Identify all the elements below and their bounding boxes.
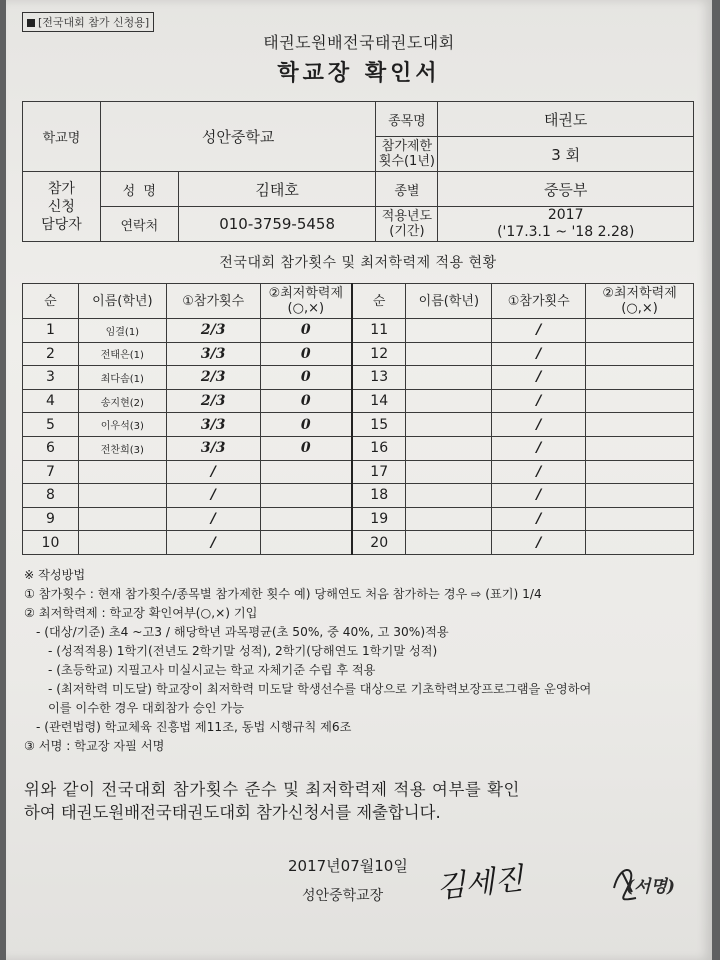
row-number: 7 [23,460,79,484]
row-number: 17 [352,460,406,484]
col-header-academic-2-line1: ②최저학력제 [602,286,677,301]
student-name: 이우석(3) [78,413,166,437]
division-label: 종별 [376,172,438,207]
col-header-academic [260,284,352,319]
info-table [22,101,694,242]
col-header-count: ①참가횟수 [166,284,260,319]
col-header-no-2: 순 [352,284,406,319]
row-number: 14 [352,389,406,413]
row-number: 6 [23,436,79,460]
academic-check: 0 [260,319,352,343]
student-name [406,389,492,413]
document-page [6,0,712,960]
participation-count: / [492,319,586,343]
academic-check: 0 [260,389,352,413]
school-value: 성안중학교 [100,102,376,172]
table-row [23,389,694,413]
academic-check [260,484,352,508]
participation-count: 2/3 [166,319,260,343]
col-header-academic-line2: (○,×) [287,301,325,316]
year-label [376,207,438,242]
student-name [78,531,166,555]
row-number: 8 [23,484,79,508]
table-row [23,366,694,390]
academic-check: 0 [260,366,352,390]
phone-value: 010-3759-5458 [178,207,376,242]
table-row [23,319,694,343]
row-number: 18 [352,484,406,508]
instruction-line: - (관련법령) 학교체육 진흥법 제11조, 동법 시행규칙 제6조 [36,720,352,734]
table-row [23,531,694,555]
student-name [78,484,166,508]
contact-label [23,172,101,242]
academic-check [586,460,694,484]
student-name [406,484,492,508]
student-name [406,366,492,390]
student-name [406,436,492,460]
student-name [78,507,166,531]
principal-title: 성안중학교장 [302,888,384,904]
row-number: 10 [23,531,79,555]
division-value: 중등부 [438,172,694,207]
table-row [23,342,694,366]
participation-count: / [492,366,586,390]
row-number: 3 [23,366,79,390]
row-number: 16 [352,436,406,460]
participation-count: 2/3 [166,389,260,413]
year-value [438,207,694,242]
participation-count: 2/3 [166,366,260,390]
event-label: 종목명 [376,102,438,137]
student-name [406,413,492,437]
square-bullet-icon [27,19,35,27]
table-row [23,436,694,460]
participation-count: / [166,507,260,531]
academic-check [260,531,352,555]
academic-check [586,436,694,460]
instruction-line: - (대상/기준) 초4 ~고3 / 해당학년 과목평균(초 50%, 중 40%, 고 30%)적용 [36,625,449,639]
row-number: 9 [23,507,79,531]
student-name [406,319,492,343]
row-number: 4 [23,389,79,413]
student-name: 최다솜(1) [78,366,166,390]
participation-count: / [492,484,586,508]
participation-count: / [166,531,260,555]
academic-check [260,507,352,531]
academic-check [586,413,694,437]
col-header-academic-line1: ②최저학력제 [268,286,344,301]
name-label: 성 명 [100,172,178,207]
row-number: 11 [352,319,406,343]
document-title: 학교장 확인서 [277,61,441,86]
table-row [23,460,694,484]
col-header-count-2: ①참가횟수 [492,284,586,319]
instruction-line: - (성적적용) 1학기(전년도 2학기말 성적), 2학기(당해연도 1학기말 성적) [48,644,438,658]
signature-date: 2017년07월10일 [288,857,408,875]
academic-check [586,319,694,343]
academic-check [260,460,352,484]
col-header-name: 이름(학년) [78,284,166,319]
academic-check [586,366,694,390]
academic-check [586,389,694,413]
instruction-line: ③ 서명 : 학교장 자필 서명 [24,739,165,753]
year-label-line2: (기간) [389,224,425,239]
phone-label: 연락처 [100,207,178,242]
student-name [406,460,492,484]
instruction-line: ② 최저학력제 : 학교장 확인여부(○,×) 기입 [24,606,258,620]
participation-count: 3/3 [166,342,260,366]
year-value-line1: 2017 [547,207,584,223]
year-label-line1: 적용년도 [381,209,433,224]
name-value: 김태호 [178,172,376,207]
student-name [406,342,492,366]
closing-statement [24,778,700,824]
participation-count: / [492,507,586,531]
academic-check: 0 [260,342,352,366]
student-name: 전태은(1) [78,342,166,366]
col-header-academic-2 [586,284,694,319]
table-row [23,413,694,437]
form-tag-text: [전국대회 참가 신청용] [38,16,150,29]
col-header-academic-2-line2: (○,×) [621,301,658,316]
roster-header-row [23,284,694,319]
participation-count: / [492,342,586,366]
student-name [78,460,166,484]
academic-check [586,342,694,366]
participation-count: / [492,413,586,437]
participation-count: / [492,436,586,460]
contact-label-line3: 담당자 [41,216,82,233]
academic-check [586,507,694,531]
instruction-line: ① 참가횟수 : 현재 참가횟수/종목별 참가제한 횟수 예) 당해연도 처음 참가하는 경우 ⇨ (표기) 1/4 [24,587,542,601]
student-name: 임결(1) [78,319,166,343]
academic-check: 0 [260,413,352,437]
student-name [406,531,492,555]
limit-value: 3 회 [438,137,694,172]
col-header-name-2: 이름(학년) [406,284,492,319]
seal-stamp [606,858,686,908]
row-number: 19 [352,507,406,531]
limit-label-line1: 참가제한 [381,139,433,154]
student-name: 전찬희(3) [78,436,166,460]
school-label: 학교명 [23,102,101,172]
table-row [23,484,694,508]
form-tag [22,12,154,32]
handwritten-signature: 김세진 [434,861,525,906]
row-number: 20 [352,531,406,555]
closing-line-2: 하여 태권도원배전국태권도대회 참가신청서를 제출합니다. [24,803,441,822]
year-value-line2: ('17.3.1 ~ '18 2.28) [497,224,635,240]
row-number: 5 [23,413,79,437]
table-row [23,507,694,531]
row-number: 1 [23,319,79,343]
participation-count: / [492,460,586,484]
academic-check [586,531,694,555]
section-title: 전국대회 참가횟수 및 최저학력제 적용 현황 [219,255,497,271]
participation-count: / [166,460,260,484]
participation-count: / [492,531,586,555]
organization-name: 태권도원배전국태권도대회 [263,33,455,52]
seal-text: (서명) [626,877,675,897]
row-number: 2 [23,342,79,366]
participation-count: 3/3 [166,436,260,460]
participation-count: / [492,389,586,413]
participation-count: 3/3 [166,413,260,437]
row-number: 15 [352,413,406,437]
student-name: 송지현(2) [78,389,166,413]
instruction-line: - (초등학교) 지필고사 미실시교는 학교 자체기준 수립 후 적용 [48,663,376,677]
limit-label [376,137,438,172]
row-number: 13 [352,366,406,390]
instruction-line: 이를 이수한 경우 대회참가 승인 가능 [48,701,244,715]
instruction-line: - (최저학력 미도달) 학교장이 최저학력 미도달 학생선수를 대상으로 기초학력보장프로그램을 운영하여 [48,682,592,696]
contact-label-line1: 참가 [47,180,75,197]
closing-line-1: 위와 같이 전국대회 참가횟수 준수 및 최저학력제 적용 여부를 확인 [24,780,520,799]
roster-table [22,283,694,555]
instruction-line: ※ 작성방법 [24,568,86,582]
student-name [406,507,492,531]
col-header-no: 순 [23,284,79,319]
instructions [24,566,704,756]
academic-check: 0 [260,436,352,460]
event-value: 태권도 [438,102,694,137]
participation-count: / [166,484,260,508]
limit-label-line2: 횟수(1년) [378,154,435,169]
academic-check [586,484,694,508]
contact-label-line2: 신청 [47,198,75,215]
row-number: 12 [352,342,406,366]
